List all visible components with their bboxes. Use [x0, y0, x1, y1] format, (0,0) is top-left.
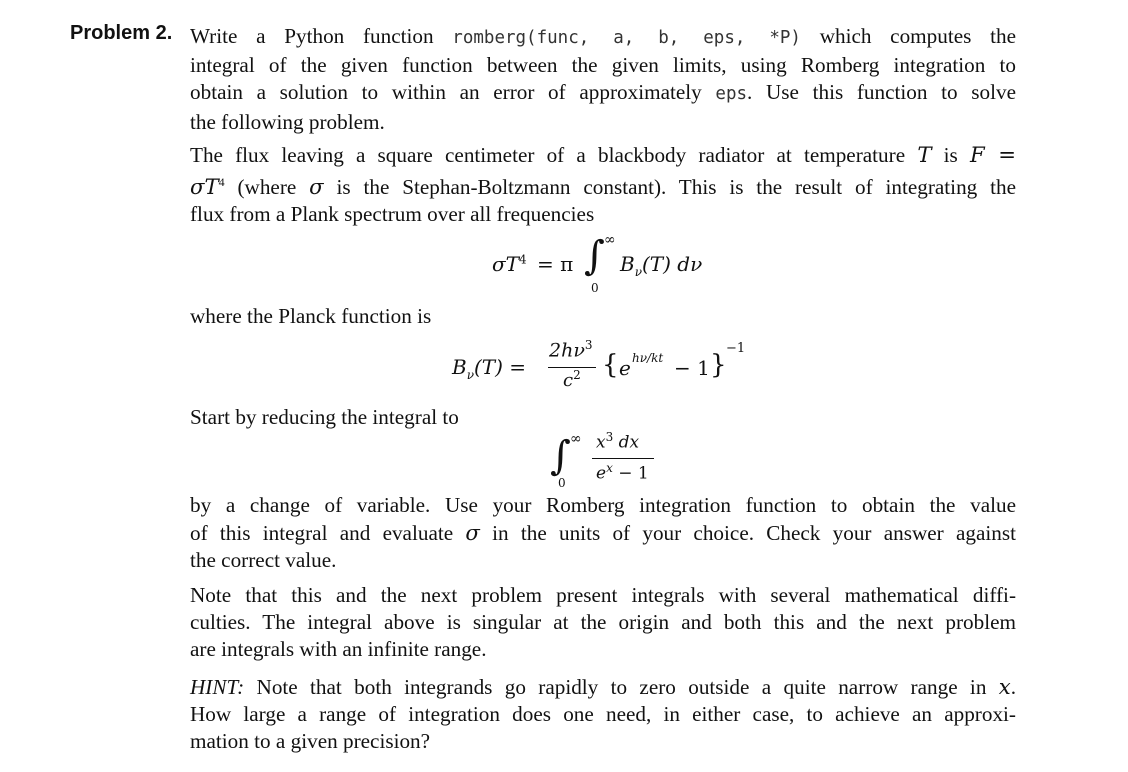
math-exponent: hν/kt: [632, 351, 664, 365]
text-line: mation to a given precision?: [190, 729, 431, 754]
where-line: [190, 303, 1016, 330]
math-var: σ: [309, 174, 324, 200]
text-line: integral of the given function between the given limits, using Romberg integration to: [190, 53, 1016, 78]
math-var: F =: [969, 142, 1017, 167]
integral-lower-limit: 0: [558, 476, 566, 490]
math-exponent: x: [606, 461, 613, 475]
fraction-denominator: c: [563, 370, 574, 391]
math-var: (T) dν: [642, 252, 703, 276]
text-line: the correct value.: [190, 548, 337, 573]
math-operator: − 1: [674, 356, 710, 380]
fraction-numerator: 2hν: [549, 339, 585, 362]
math-var: σ: [465, 520, 480, 546]
math-var: B: [620, 252, 635, 276]
integral-lower-limit: 0: [591, 281, 599, 295]
text-run: Write a Python function: [190, 24, 434, 48]
text-run: in the units of your choice. Check your answer against: [492, 521, 1016, 546]
text-run: which computes the: [819, 24, 1016, 48]
equation-flux-integral: [492, 226, 722, 296]
math-subscript: ν: [466, 368, 474, 382]
text-run: .: [1010, 675, 1017, 699]
fraction-denominator: e: [596, 463, 607, 484]
function-signature: romberg(func, a, b, eps, *P): [452, 28, 801, 48]
math-var: x: [998, 674, 1011, 699]
text-line: are integrals with an infinite range.: [190, 637, 487, 662]
fraction-bar: [592, 458, 654, 459]
text-run: Note that both integrands go rapidly to zero outside a quite narrow range in: [256, 675, 987, 699]
problem-statement: [190, 23, 1016, 136]
note-paragraph: [190, 582, 1016, 664]
integral-sign: ∫: [550, 433, 571, 479]
math-subscript: ν: [634, 265, 642, 279]
text-run: is the Stephan-Boltzmann constant). This is the result of integrating the: [336, 175, 1016, 200]
math-exponent: 3: [605, 430, 614, 444]
text-line: [190, 169, 1016, 201]
math-operator: − 1: [618, 463, 649, 484]
text-line: [190, 23, 1016, 52]
text-line: by a change of variable. Use your Romberg integration function to obtain the value: [190, 493, 1016, 517]
equation-planck: [452, 338, 772, 398]
text-line: [190, 673, 1016, 701]
math-exponent: 4: [218, 175, 225, 190]
text-run: of this integral and evaluate: [190, 521, 454, 546]
text-line: Note that this and the next problem present integrals with several mathematical diffi-: [190, 583, 1016, 607]
problem-label: Problem 2.: [70, 22, 173, 44]
equation-reduced-integral: [550, 428, 660, 492]
math-exponent: 3: [584, 338, 593, 352]
text-run: where the Planck function is: [190, 304, 432, 328]
math-exponent: 2: [573, 368, 581, 382]
integral-upper-limit: ∞: [604, 232, 616, 248]
math-exponent: −1: [726, 341, 746, 356]
text-line: How large a range of integration does one need, in either case, to achieve an approxi-: [190, 702, 1016, 727]
text-line: [190, 519, 1016, 547]
brace-close: }: [710, 350, 727, 380]
math-var: (T) =: [474, 355, 527, 379]
change-of-variable-paragraph: [190, 492, 1016, 575]
text-line: [190, 79, 1016, 108]
flux-paragraph: [190, 141, 1016, 229]
text-run: obtain a solution to within an error of approximately: [190, 80, 702, 105]
eps-code: eps: [715, 84, 748, 105]
text-line: [190, 141, 1016, 169]
text-run: (where: [237, 175, 297, 200]
math-var: T: [917, 142, 932, 167]
integral-upper-limit: ∞: [570, 431, 582, 447]
text-run: The flux leaving a square centimeter of a blackbody radiator at temperature: [190, 143, 906, 167]
math-var: B: [452, 355, 467, 379]
math-var: dx: [618, 432, 640, 453]
text-run: is: [943, 143, 958, 167]
math-exponent: 4: [519, 252, 527, 267]
hint-label: HINT:: [190, 675, 245, 699]
math-var: σT: [492, 252, 519, 276]
text-line: culties. The integral above is singular at the origin and both this and the next problem: [190, 610, 1016, 635]
math-var: σ: [190, 174, 205, 200]
math-var: T: [204, 174, 219, 200]
brace-open: {: [602, 350, 619, 380]
math-var: e: [619, 356, 631, 380]
text-run: . Use this function to solve: [747, 80, 1017, 105]
text-run: Start by reducing the integral to: [190, 405, 459, 429]
fraction-numerator: x: [596, 432, 606, 453]
text-line: the following problem.: [190, 109, 385, 134]
math-operator: = π: [537, 252, 574, 276]
text-line: flux from a Plank spectrum over all frequencies: [190, 202, 595, 227]
hint-paragraph: [190, 673, 1016, 756]
integral-sign: ∫: [584, 233, 605, 279]
